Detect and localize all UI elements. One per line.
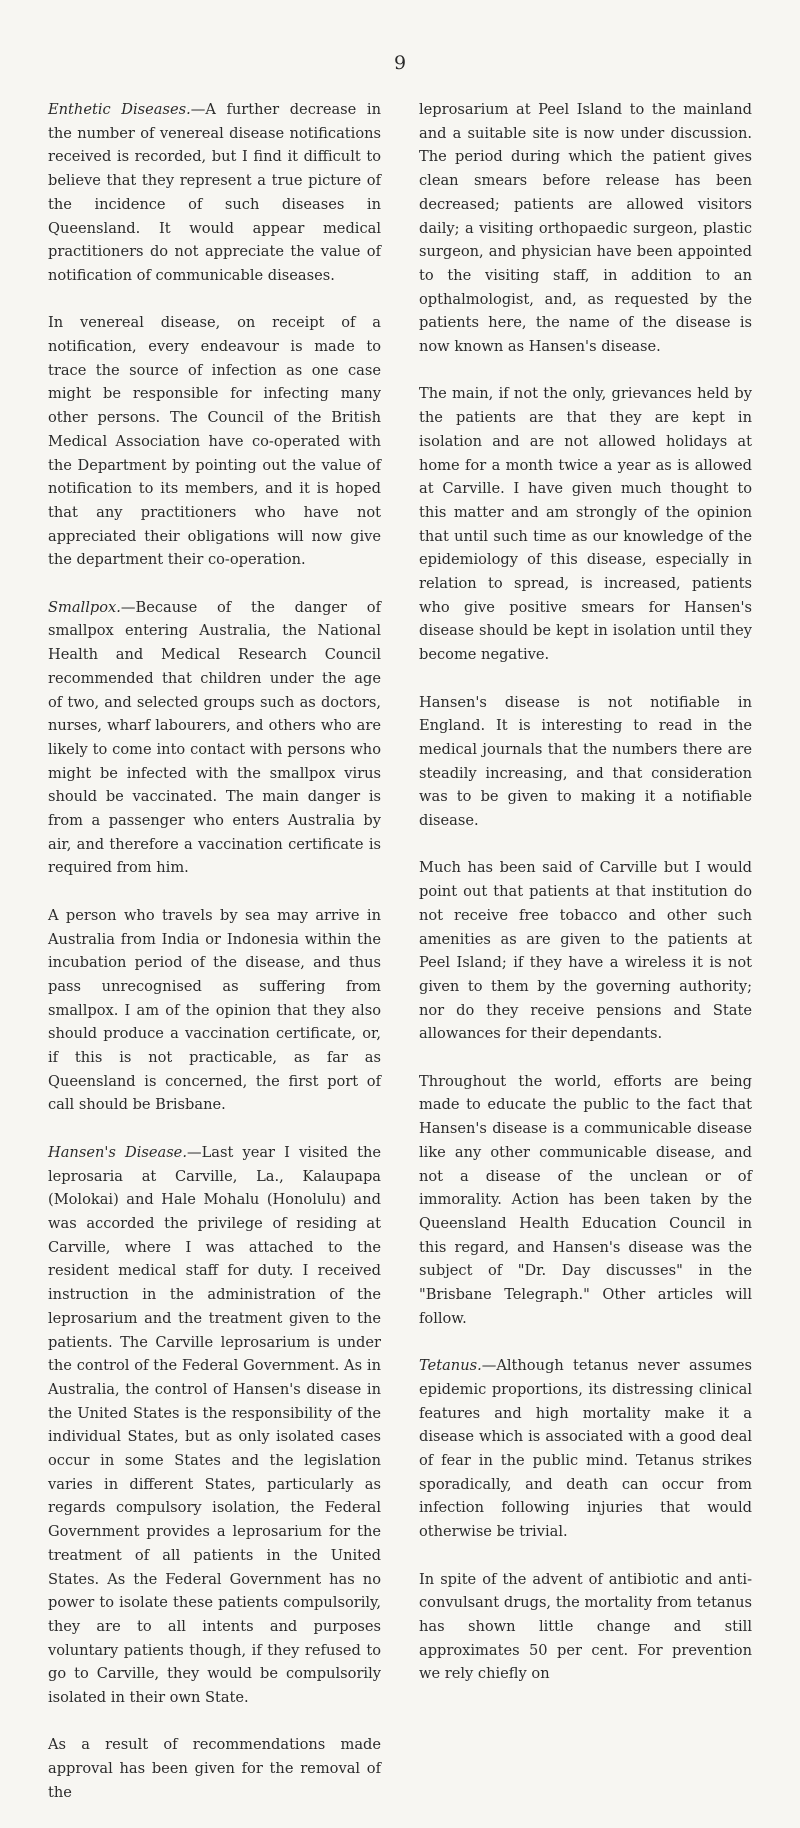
paragraph	[48, 1141, 381, 1710]
page-number: 9	[393, 52, 407, 74]
section-heading: Hansen's Disease.	[48, 1143, 187, 1161]
paragraph-text: In spite of the advent of antibiotic and anti-convulsant drugs, the mortality from tetanus has shown little change and still approximates 50 per cent. For prevention we rely chiefly on	[419, 1570, 752, 1683]
paragraph	[419, 1070, 752, 1331]
paragraph-text: —Although tetanus never assumes epidemic proportions, its distressing clinical features and high mortality make it a disease which is associated with a good deal of fear in the public mind. Tetanus strikes sporadically, and death can occur from infection following injuries that would otherwise be trivial.	[419, 1357, 752, 1541]
paragraph	[419, 98, 752, 359]
paragraph	[48, 98, 381, 288]
paragraph	[419, 1568, 752, 1687]
paragraph-text: leprosarium at Peel Island to the mainland and a suitable site is now under discussion. The period during which the patient gives clean smears before release has been decreased; patients are allowed visitors daily; a visiting orthopaedic surgeon, plastic surgeon, and physician have been appointed to the visiting staff, in addition to an opthalmologist, and, as requested by the patients here, the name of the disease is now known as Hansen's disease.	[419, 101, 752, 356]
paragraph	[419, 691, 752, 833]
paragraph-text: —Last year I visited the leprosaria at Carville, La., Kalaupapa (Molokai) and Hale Mohalu (Honolulu) and was accorded the privilege of residing at Carville, where I was attached to the resident medical staff for duty. I received instruction in the administration of the leprosarium and the treatment given to the patients. The Carville leprosarium is under the control of the Federal Government. As in Australia, the control of Hansen's disease in the United States is the responsibility of the individual States, but as only isolated cases occur in some States and the legislation varies in different States, particularly as regards compulsory isolation, the Federal Government provides a leprosarium for the treatment of all patients in the United States. As the Federal Government has no power to isolate these patients compulsorily, they are to all intents and purposes voluntary patients though, if they refused to go to Carville, they would be compulsorily isolated in their own State.	[48, 1143, 382, 1707]
paragraph-text: Hansen's disease is not notifiable in England. It is interesting to read in the medical journals that the numbers there are steadily increasing, and that consideration was to be given to making it a notifiable disease.	[419, 693, 752, 830]
paragraph-text: —A further decrease in the number of venereal disease notifications received is recorded, but I find it difficult to believe that they represent a true picture of the incidence of such diseases in Queensland. It would appear medical practitioners do not appreciate the value of notification of communicable diseases.	[48, 101, 381, 284]
paragraph	[48, 311, 381, 572]
paragraph-text: The main, if not the only, grievances held by the patients are that they are kept in isolation and are not allowed holidays at home for a month twice a year as is allowed at Carville. I have given much thought to this matter and am strongly of the opinion that until such time as our knowledge of the epidemiology of this disease, especially in relation to spread, is increased, patients who give positive smears for Hansen's disease should be kept in isolation until they become negative.	[419, 385, 752, 664]
paragraph-text: In venereal disease, on receipt of a notification, every endeavour is made to trace the source of infection as one case might be responsible for infecting many other persons. The Council of the British Medical Association have co-operated with the Department by pointing out the value of notification to its members, and it is hoped that any practitioners who have not appreciated their obligations will now give the department their co-operation.	[48, 314, 381, 569]
paragraph-text: A person who travels by sea may arrive in Australia from India or Indonesia within the incubation period of the disease, and thus pass unrecognised as suffering from smallpox. I am of the opinion that they also should produce a vaccination certificate, or, if this is not practicable, as far as Queensland is concerned, the first port of call should be Brisbane.	[48, 906, 381, 1114]
paragraph-text: —Because of the danger of smallpox entering Australia, the National Health and Medical Research Council recommended that children under the age of two, and selected groups such as doctors, nurses, wharf labourers, and others who are likely to come into contact with persons who might be infected with the smallpox virus should be vaccinated. The main danger is from a passenger who enters Australia by air, and therefore a vaccination certificate is required from him.	[48, 598, 381, 877]
paragraph-text: As a result of recommendations made approval has been given for the removal of the	[48, 1736, 381, 1801]
paragraph	[419, 1354, 752, 1544]
paragraph-text: Much has been said of Carville but I would point out that patients at that institution do not receive free tobacco and other such amenities as are given to the patients at Peel Island; if they have a wireless it is not given to them by the governing authority; nor do they receive pensions and State allowances for their dependants.	[419, 859, 752, 1043]
paragraph	[48, 904, 381, 1117]
paragraph	[48, 1733, 381, 1804]
left-column	[48, 98, 381, 1828]
paragraph-text: Throughout the world, efforts are being made to educate the public to the fact that Hansen's disease is a communicable disease like any other communicable disease, and not a disease of the unclean or of immorality. Action has been taken by the Queensland Health Education Council in this regard, and Hansen's disease was the subject of "Dr. Day discusses" in the "Brisbane Telegraph." Other articles will follow.	[419, 1072, 752, 1327]
section-heading: Enthetic Diseases.	[48, 101, 191, 118]
section-heading: Smallpox.	[48, 598, 121, 616]
right-column	[419, 98, 752, 1710]
section-heading: Tetanus.	[419, 1357, 482, 1375]
paragraph	[48, 596, 381, 880]
paragraph	[419, 856, 752, 1046]
paragraph	[419, 382, 752, 666]
